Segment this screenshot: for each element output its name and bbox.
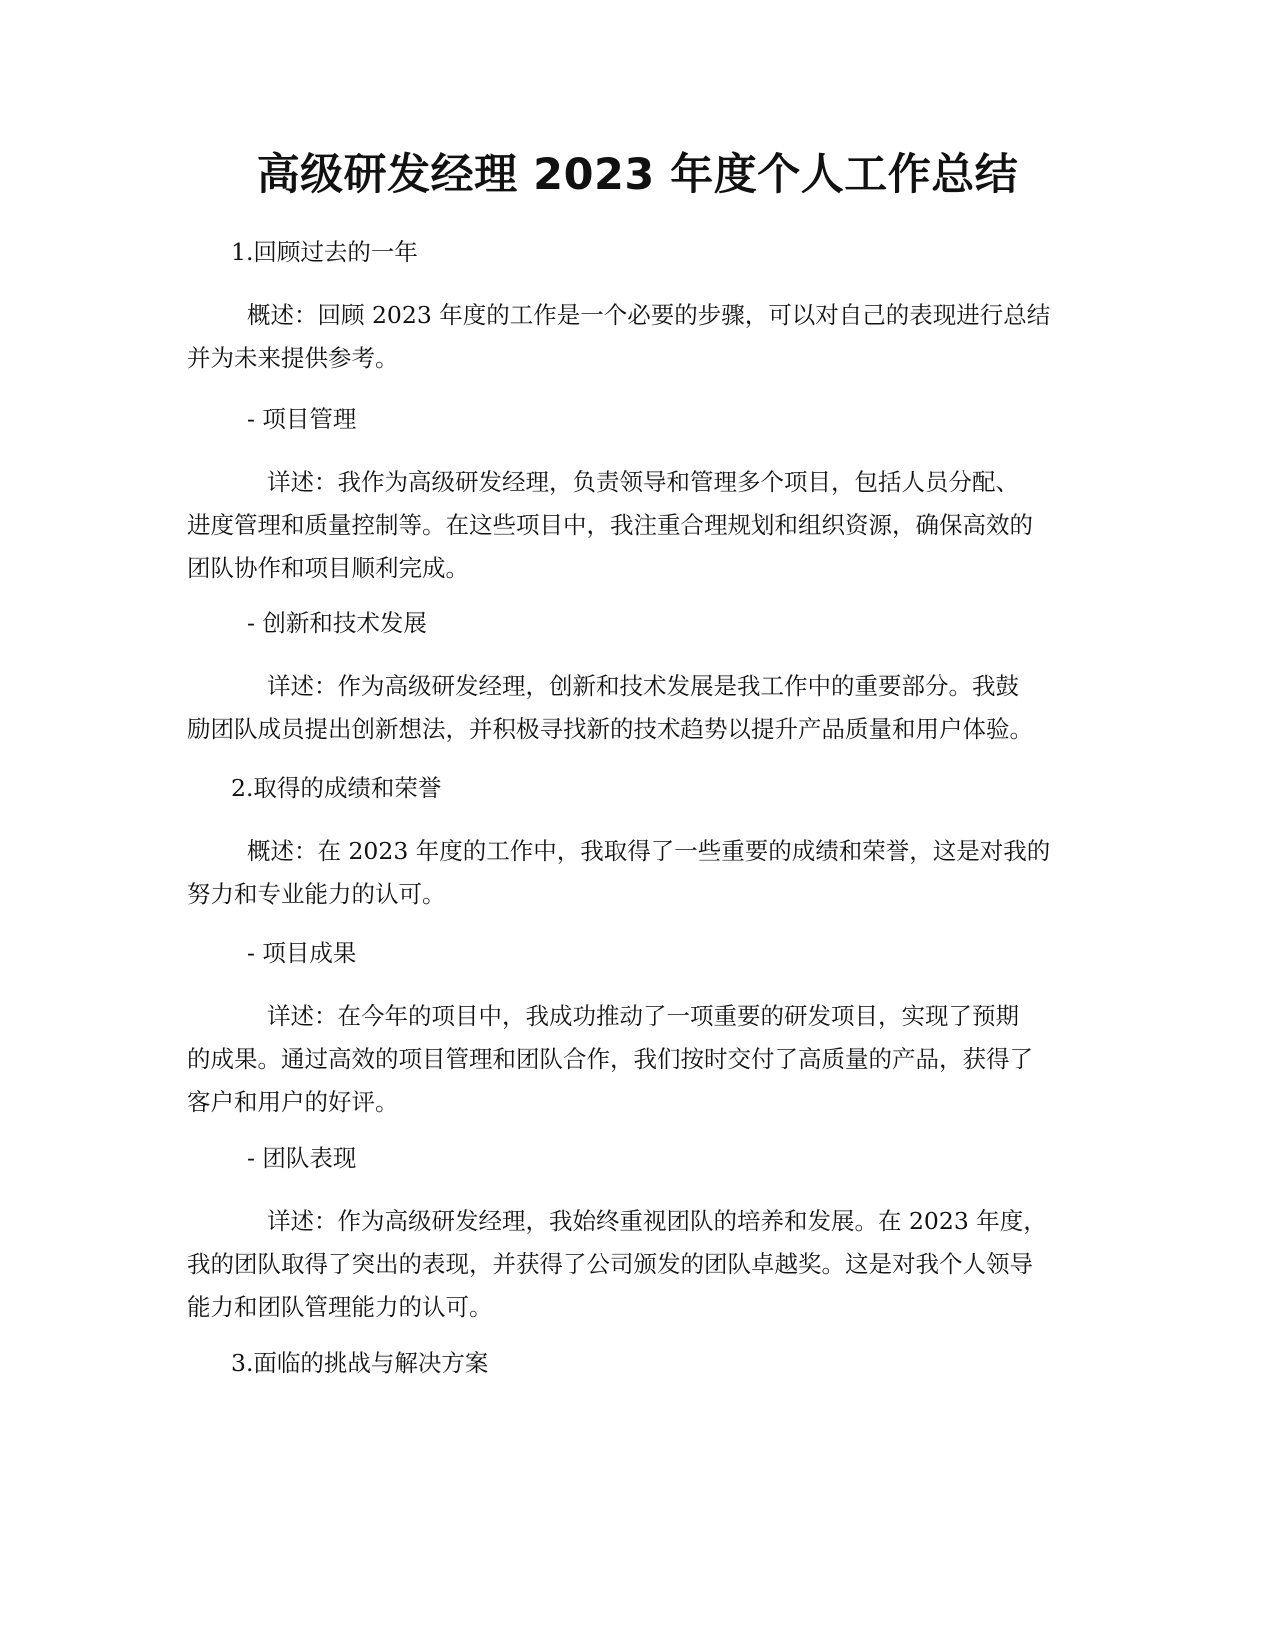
paragraph-line: 详述：作为高级研发经理，我始终重视团队的培养和发展。在 2023 年度， — [267, 1207, 1047, 1235]
overview-paragraph — [187, 294, 1090, 380]
paragraph-line: 详述：在今年的项目中，我成功推动了一项重要的研发项目，实现了预期 — [267, 1002, 1019, 1030]
subheading-line: - 创新和技术发展 — [247, 609, 427, 637]
section-heading — [187, 1342, 1090, 1385]
paragraph-line: 努力和专业能力的认可。 — [187, 880, 446, 908]
subheading — [187, 1137, 1090, 1180]
section-heading-line: 2.取得的成绩和荣誉 — [231, 774, 442, 802]
paragraph-line: 进度管理和质量控制等。在这些项目中，我注重合理规划和组织资源，确保高效的 — [187, 511, 1033, 539]
subheading-line: - 团队表现 — [247, 1144, 357, 1172]
paragraph-line: 概述：回顾 2023 年度的工作是一个必要的步骤，可以对自己的表现进行总结 — [247, 301, 1051, 329]
detail-paragraph — [187, 995, 1090, 1124]
subheading-line: - 项目成果 — [247, 939, 357, 967]
paragraph-line: 的成果。通过高效的项目管理和团队合作，我们按时交付了高质量的产品，获得了 — [187, 1045, 1033, 1073]
paragraph-line: 详述：作为高级研发经理，创新和技术发展是我工作中的重要部分。我鼓 — [267, 672, 1019, 700]
detail-paragraph — [187, 1200, 1090, 1329]
overview-paragraph — [187, 830, 1090, 916]
section-heading-line: 3.面临的挑战与解决方案 — [231, 1349, 489, 1377]
subheading — [187, 932, 1090, 975]
paragraph-line: 详述：我作为高级研发经理，负责领导和管理多个项目，包括人员分配、 — [267, 468, 1019, 496]
document-title: 高级研发经理 2023 年度个人工作总结 — [256, 150, 1019, 200]
paragraph-line: 概述：在 2023 年度的工作中，我取得了一些重要的成绩和荣誉，这是对我的 — [247, 837, 1051, 865]
subheading — [187, 398, 1090, 441]
paragraph-line: 我的团队取得了突出的表现，并获得了公司颁发的团队卓越奖。这是对我个人领导 — [187, 1250, 1033, 1278]
paragraph-line: 励团队成员提出创新想法，并积极寻找新的技术趋势以提升产品质量和用户体验。 — [187, 715, 1033, 743]
paragraph-line: 并为未来提供参考。 — [187, 344, 399, 372]
subheading — [187, 602, 1090, 645]
section-heading-line: 1.回顾过去的一年 — [231, 238, 418, 266]
section-heading — [187, 231, 1090, 274]
section-heading — [187, 767, 1090, 810]
detail-paragraph — [187, 665, 1090, 751]
detail-paragraph — [187, 461, 1090, 590]
paragraph-line: 客户和用户的好评。 — [187, 1088, 399, 1116]
paragraph-line: 团队协作和项目顺利完成。 — [187, 554, 469, 582]
subheading-line: - 项目管理 — [247, 405, 357, 433]
paragraph-line: 能力和团队管理能力的认可。 — [187, 1293, 493, 1321]
